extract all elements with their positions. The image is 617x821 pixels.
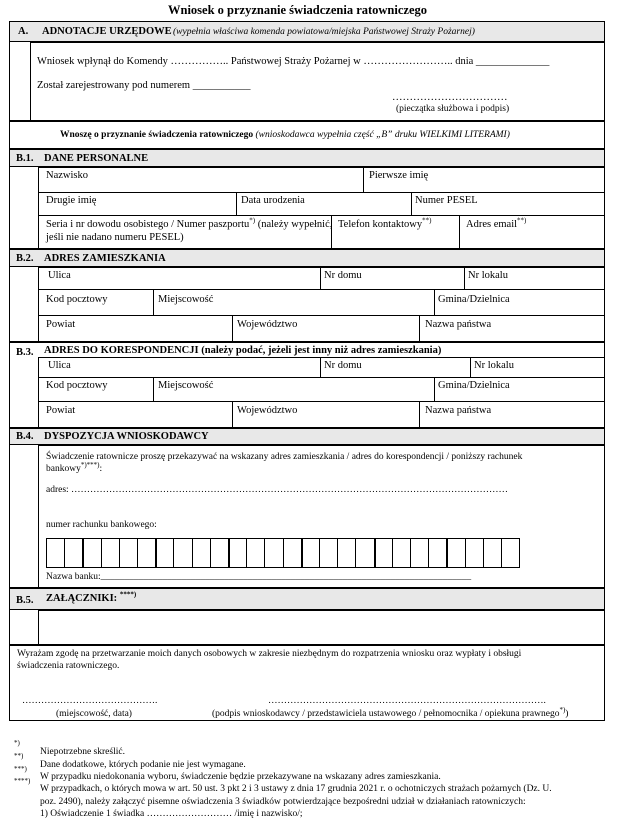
b2-voivodeship-field[interactable]: Województwo [237, 319, 298, 330]
b3-voivodeship-field[interactable]: Województwo [237, 405, 298, 416]
account-digit-cell[interactable] [192, 538, 211, 568]
b3-house-number-field[interactable]: Nr domu [324, 360, 362, 371]
account-digit-cell[interactable] [264, 538, 283, 568]
footnote-mark-1: *) [14, 738, 20, 747]
section-a-letter: A. [18, 26, 29, 37]
attachments-field[interactable] [38, 610, 605, 645]
section-a-stamp-dots: …………………………… [392, 92, 508, 103]
id-document-field[interactable]: Seria i nr dowodu osobistego / Numer paszportu*) (należy wypełnić, [46, 216, 333, 230]
account-digit-cell[interactable] [446, 538, 465, 568]
b2-house-number-field[interactable]: Nr domu [324, 270, 362, 281]
section-b4-num: B.4. [16, 431, 34, 442]
b3-city-field[interactable]: Miejscowość [158, 380, 214, 391]
phone-field[interactable]: Telefon kontaktowy**) [338, 216, 432, 230]
account-digit-cell[interactable] [483, 538, 502, 568]
id-document-note: jeśli nie nadano numeru PESEL) [46, 232, 184, 243]
account-digit-cell[interactable] [210, 538, 229, 568]
signature-dots[interactable]: ……………………………………………………………………………. [268, 696, 546, 706]
account-digit-cell[interactable] [428, 538, 447, 568]
b4-instruction-line2: bankowy*)***): [46, 460, 103, 474]
b4-account-label: numer rachunku bankowego: [46, 520, 157, 530]
form-title: Wniosek o przyznanie świadczenia ratowniczego [168, 3, 428, 17]
b3-commune-field[interactable]: Gmina/Dzielnica [438, 380, 510, 391]
b2-country-field[interactable]: Nazwa państwa [425, 319, 492, 330]
footnote-mark-3: ***) [14, 764, 27, 773]
footnote-mark-2: **) [14, 751, 24, 760]
b2-flat-number-field[interactable]: Nr lokalu [468, 270, 508, 281]
section-b2-fields [38, 267, 605, 342]
account-digit-cell[interactable] [228, 538, 247, 568]
account-digit-cell[interactable] [119, 538, 138, 568]
account-digit-cell[interactable] [64, 538, 83, 568]
section-a-register-line[interactable]: Został zarejestrowany pod numerem ___________ [37, 80, 251, 91]
b4-instruction-line1: Świadczenie ratownicze proszę przekazywać na wskazany adres zamieszkania / adres do korespondencji / poniższy rachunek [46, 452, 523, 462]
section-a-stamp-label: (pieczątka służbowa i podpis) [396, 104, 510, 114]
section-b1-heading: DANE PERSONALNE [44, 153, 149, 164]
b4-bank-name-field[interactable]: Nazwa banku:______________________________________________________________________________ [46, 572, 472, 582]
b3-flat-number-field[interactable]: Nr lokalu [474, 360, 514, 371]
surname-field[interactable]: Nazwisko [46, 170, 88, 181]
account-digit-cell[interactable] [283, 538, 302, 568]
section-b5-heading: ZAŁĄCZNIKI: ****) [46, 590, 137, 604]
b4-address-field[interactable]: adres: ………………………………………………………………………………………………………………………… [46, 485, 509, 495]
section-a-note: (wypełnia właściwa komenda powiatowa/miejska Państwowej Straży Pożarnej) [173, 27, 475, 37]
account-digit-cell[interactable] [137, 538, 156, 568]
b2-street-field[interactable]: Ulica [48, 270, 71, 281]
account-digit-cell[interactable] [82, 538, 101, 568]
account-digit-cell[interactable] [301, 538, 320, 568]
account-digit-cell[interactable] [319, 538, 338, 568]
footnote-text-2: Dane dodatkowe, których podanie nie jest wymagane. [40, 760, 246, 770]
b3-street-field[interactable]: Ulica [48, 360, 71, 371]
b3-country-field[interactable]: Nazwa państwa [425, 405, 492, 416]
consent-line2: świadczenia ratowniczego. [17, 661, 120, 671]
pesel-field[interactable]: Numer PESEL [415, 195, 478, 206]
account-digit-cell[interactable] [355, 538, 374, 568]
first-name-field[interactable]: Pierwsze imię [369, 170, 429, 181]
b3-county-field[interactable]: Powiat [46, 405, 76, 416]
account-digit-cell[interactable] [465, 538, 484, 568]
footnote-text-4-cont: poz. 2490), należy załączyć pisemne oświadczenia 3 świadków potwierdzające bezpośredni udział w działaniach ratowniczych: [40, 797, 526, 807]
footnote-mark-4: ****) [14, 776, 31, 785]
place-date-label: (miejscowość, data) [56, 709, 132, 719]
account-digit-cell[interactable] [46, 538, 65, 568]
section-a-received-line[interactable]: Wniosek wpłynął do Komendy …………….. Państwowej Straży Pożarnej w …………………….. dnia ______________ [37, 56, 550, 67]
request-text: Wnoszę o przyznanie świadczenia ratowniczego (wnioskodawca wypełnia część „B” druku WIELKIMI LITERAMI) [60, 130, 510, 140]
b2-postal-code-field[interactable]: Kod pocztowy [46, 294, 108, 305]
section-b3-heading: ADRES DO KORESPONDENCJI (należy podać, jeżeli jest inny niż adres zamieszkania) [44, 345, 442, 356]
footnote-text-1: Niepotrzebne skreślić. [40, 747, 125, 757]
footnote-text-3: W przypadku niedokonania wyboru, świadczenie będzie przekazywane na wskazany adres zamieszkania. [40, 772, 441, 782]
consent-line1: Wyrażam zgodę na przetwarzanie moich danych osobowych w zakresie niezbędnym do rozpatrzenia wniosku oraz wypłaty i obsługi [17, 649, 522, 659]
section-b2-num: B.2. [16, 253, 34, 264]
b3-postal-code-field[interactable]: Kod pocztowy [46, 380, 108, 391]
account-digit-cell[interactable] [246, 538, 265, 568]
section-b2-heading: ADRES ZAMIESZKANIA [44, 253, 166, 264]
account-digit-cell[interactable] [155, 538, 174, 568]
b2-county-field[interactable]: Powiat [46, 319, 76, 330]
b2-commune-field[interactable]: Gmina/Dzielnica [438, 294, 510, 305]
section-b4-heading: DYSPOZYCJA WNIOSKODAWCY [44, 431, 209, 442]
second-name-field[interactable]: Drugie imię [46, 195, 97, 206]
birth-date-field[interactable]: Data urodzenia [241, 195, 305, 206]
account-digit-cell[interactable] [173, 538, 192, 568]
footnote-text-4-item1: 1) Oświadczenie 1 świadka ……………………… /imię i nazwisko/; [40, 809, 303, 819]
section-b1-num: B.1. [16, 153, 34, 164]
section-b3-num: B.3. [16, 347, 34, 358]
b2-city-field[interactable]: Miejscowość [158, 294, 214, 305]
email-field[interactable]: Adres email**) [466, 216, 527, 230]
signature-label: (podpis wnioskodawcy / przedstawiciela ustawowego / pełnomocnika / opiekuna prawnego*)) [212, 705, 569, 719]
account-digit-cell[interactable] [374, 538, 393, 568]
account-digit-cell[interactable] [410, 538, 429, 568]
section-a-heading: ADNOTACJE URZĘDOWE [42, 26, 172, 37]
account-digit-cell[interactable] [501, 538, 520, 568]
section-b3-fields [38, 357, 605, 428]
footnote-text-4: W przypadkach, o których mowa w art. 50 ust. 3 pkt 2 i 3 ustawy z dnia 17 grudnia 2021 r. o ochotniczych strażach pożarnych (Dz. U. [40, 784, 552, 794]
account-digit-cell[interactable] [337, 538, 356, 568]
place-date-dots[interactable]: ……………………………………. [22, 696, 158, 706]
account-digit-cell[interactable] [101, 538, 120, 568]
section-b5-num: B.5. [16, 595, 34, 606]
account-digit-cell[interactable] [392, 538, 411, 568]
